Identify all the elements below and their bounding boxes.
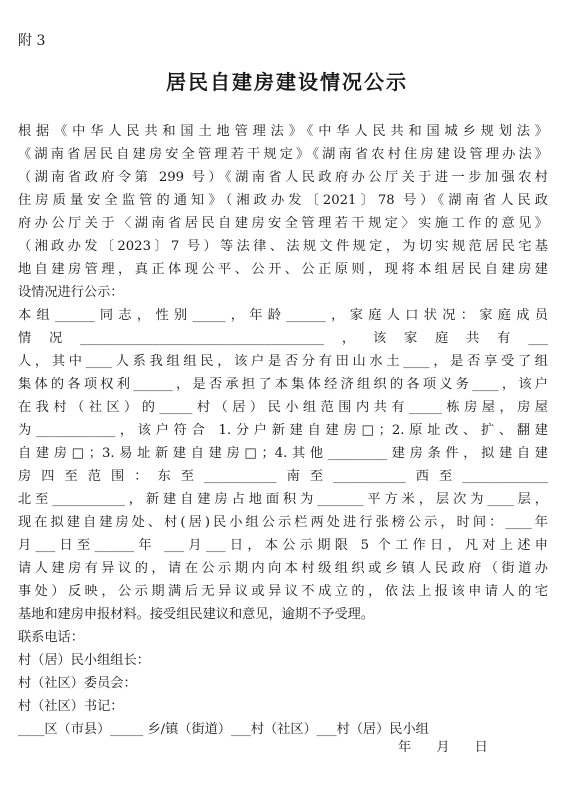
signature-line: ____区（市县）_____ 乡/镇（街道）___村（社区）___村（居）民小组 (18, 722, 429, 737)
body-line: 住房质量安全监管的通知》（湘政办发〔2021〕78 号）《湖南省人民政 (18, 193, 548, 208)
form-line: 为____________，该户符合 1.分户新建自建房□；2.原址改、扩、翻建 (18, 423, 548, 438)
body-line: （湖南省政府令第 299 号）《湖南省人民政府办公厅关于进一步加强农村 (18, 170, 548, 185)
form-line: 在我村（社区）的_____村（居）民小组范围内共有_____栋房屋，房屋 (18, 400, 548, 415)
form-line: 月___日至______年 ___月___日，本公示期限 5 个工作日，凡对上述申 (18, 538, 548, 553)
attachment-label: 附 3 (18, 33, 46, 49)
form-line: 北至___________，新建自建房占地面积为_______平方米，层次为____层， (18, 492, 548, 507)
body-line: 地自建房管理，真正体现公平、公开、公正原则，现将本组居民自建房建 (18, 262, 548, 277)
date-line: 年 月 日 (398, 740, 488, 755)
form-line: 请人建房有异议的，请在公示期内向本村级组织或乡镇人民政府（街道办 (18, 561, 548, 576)
form-line: 集体的各项权利______，是否承担了本集体经济组织的各项义务____，该户 (18, 377, 548, 392)
body-line: （湘政办发〔2023〕7 号）等法律、法规文件规定，为切实规范居民宅基 (18, 239, 548, 254)
document-body (18, 120, 548, 741)
body-line: 《湖南省居民自建房安全管理若干规定》《湖南省农村住房建设管理办法》 (18, 147, 548, 162)
body-line: 设情况进行公示： (18, 285, 124, 300)
form-line: 现在拟建自建房处、村(居)民小组公示栏两处进行张榜公示，时间：____年 (18, 515, 548, 530)
contact-phone-label: 联系电话： (18, 630, 84, 645)
secretary-label: 村（社区）书记： (18, 699, 124, 714)
form-line: 情况_____________________________________，该家庭共有___ (18, 331, 548, 346)
group-leader-label: 村（居）民小组组长： (18, 653, 150, 668)
committee-label: 村（社区）委员会： (18, 676, 137, 691)
form-line: 事处）反映，公示期满后无异议或异议不成立的，依法上报该申请人的宅 (18, 584, 548, 599)
form-line: 自建房□；3.易址新建自建房□；4.其他_________建房条件，拟建自建 (18, 446, 548, 461)
body-line: 根据《中华人民共和国土地管理法》《中华人民共和国城乡规划法》 (18, 124, 548, 139)
form-line: 本组______同志，性别_____，年龄______，家庭人口状况：家庭成员 (18, 308, 548, 323)
form-line: 房四至范围：东至___________南至___________西至_____________ (18, 469, 548, 484)
form-line: 基地和建房申报材料。接受组民建议和意见，逾期不予受理。 (18, 607, 375, 622)
form-line: 人，其中____人系我组组民，该户是否分有田山水土____，是否享受了组 (18, 354, 548, 369)
page-title: 居民自建房建设情况公示 (166, 70, 408, 94)
body-line: 府办公厅关于〈湖南省居民自建房安全管理若干规定〉实施工作的意见》 (18, 216, 548, 231)
